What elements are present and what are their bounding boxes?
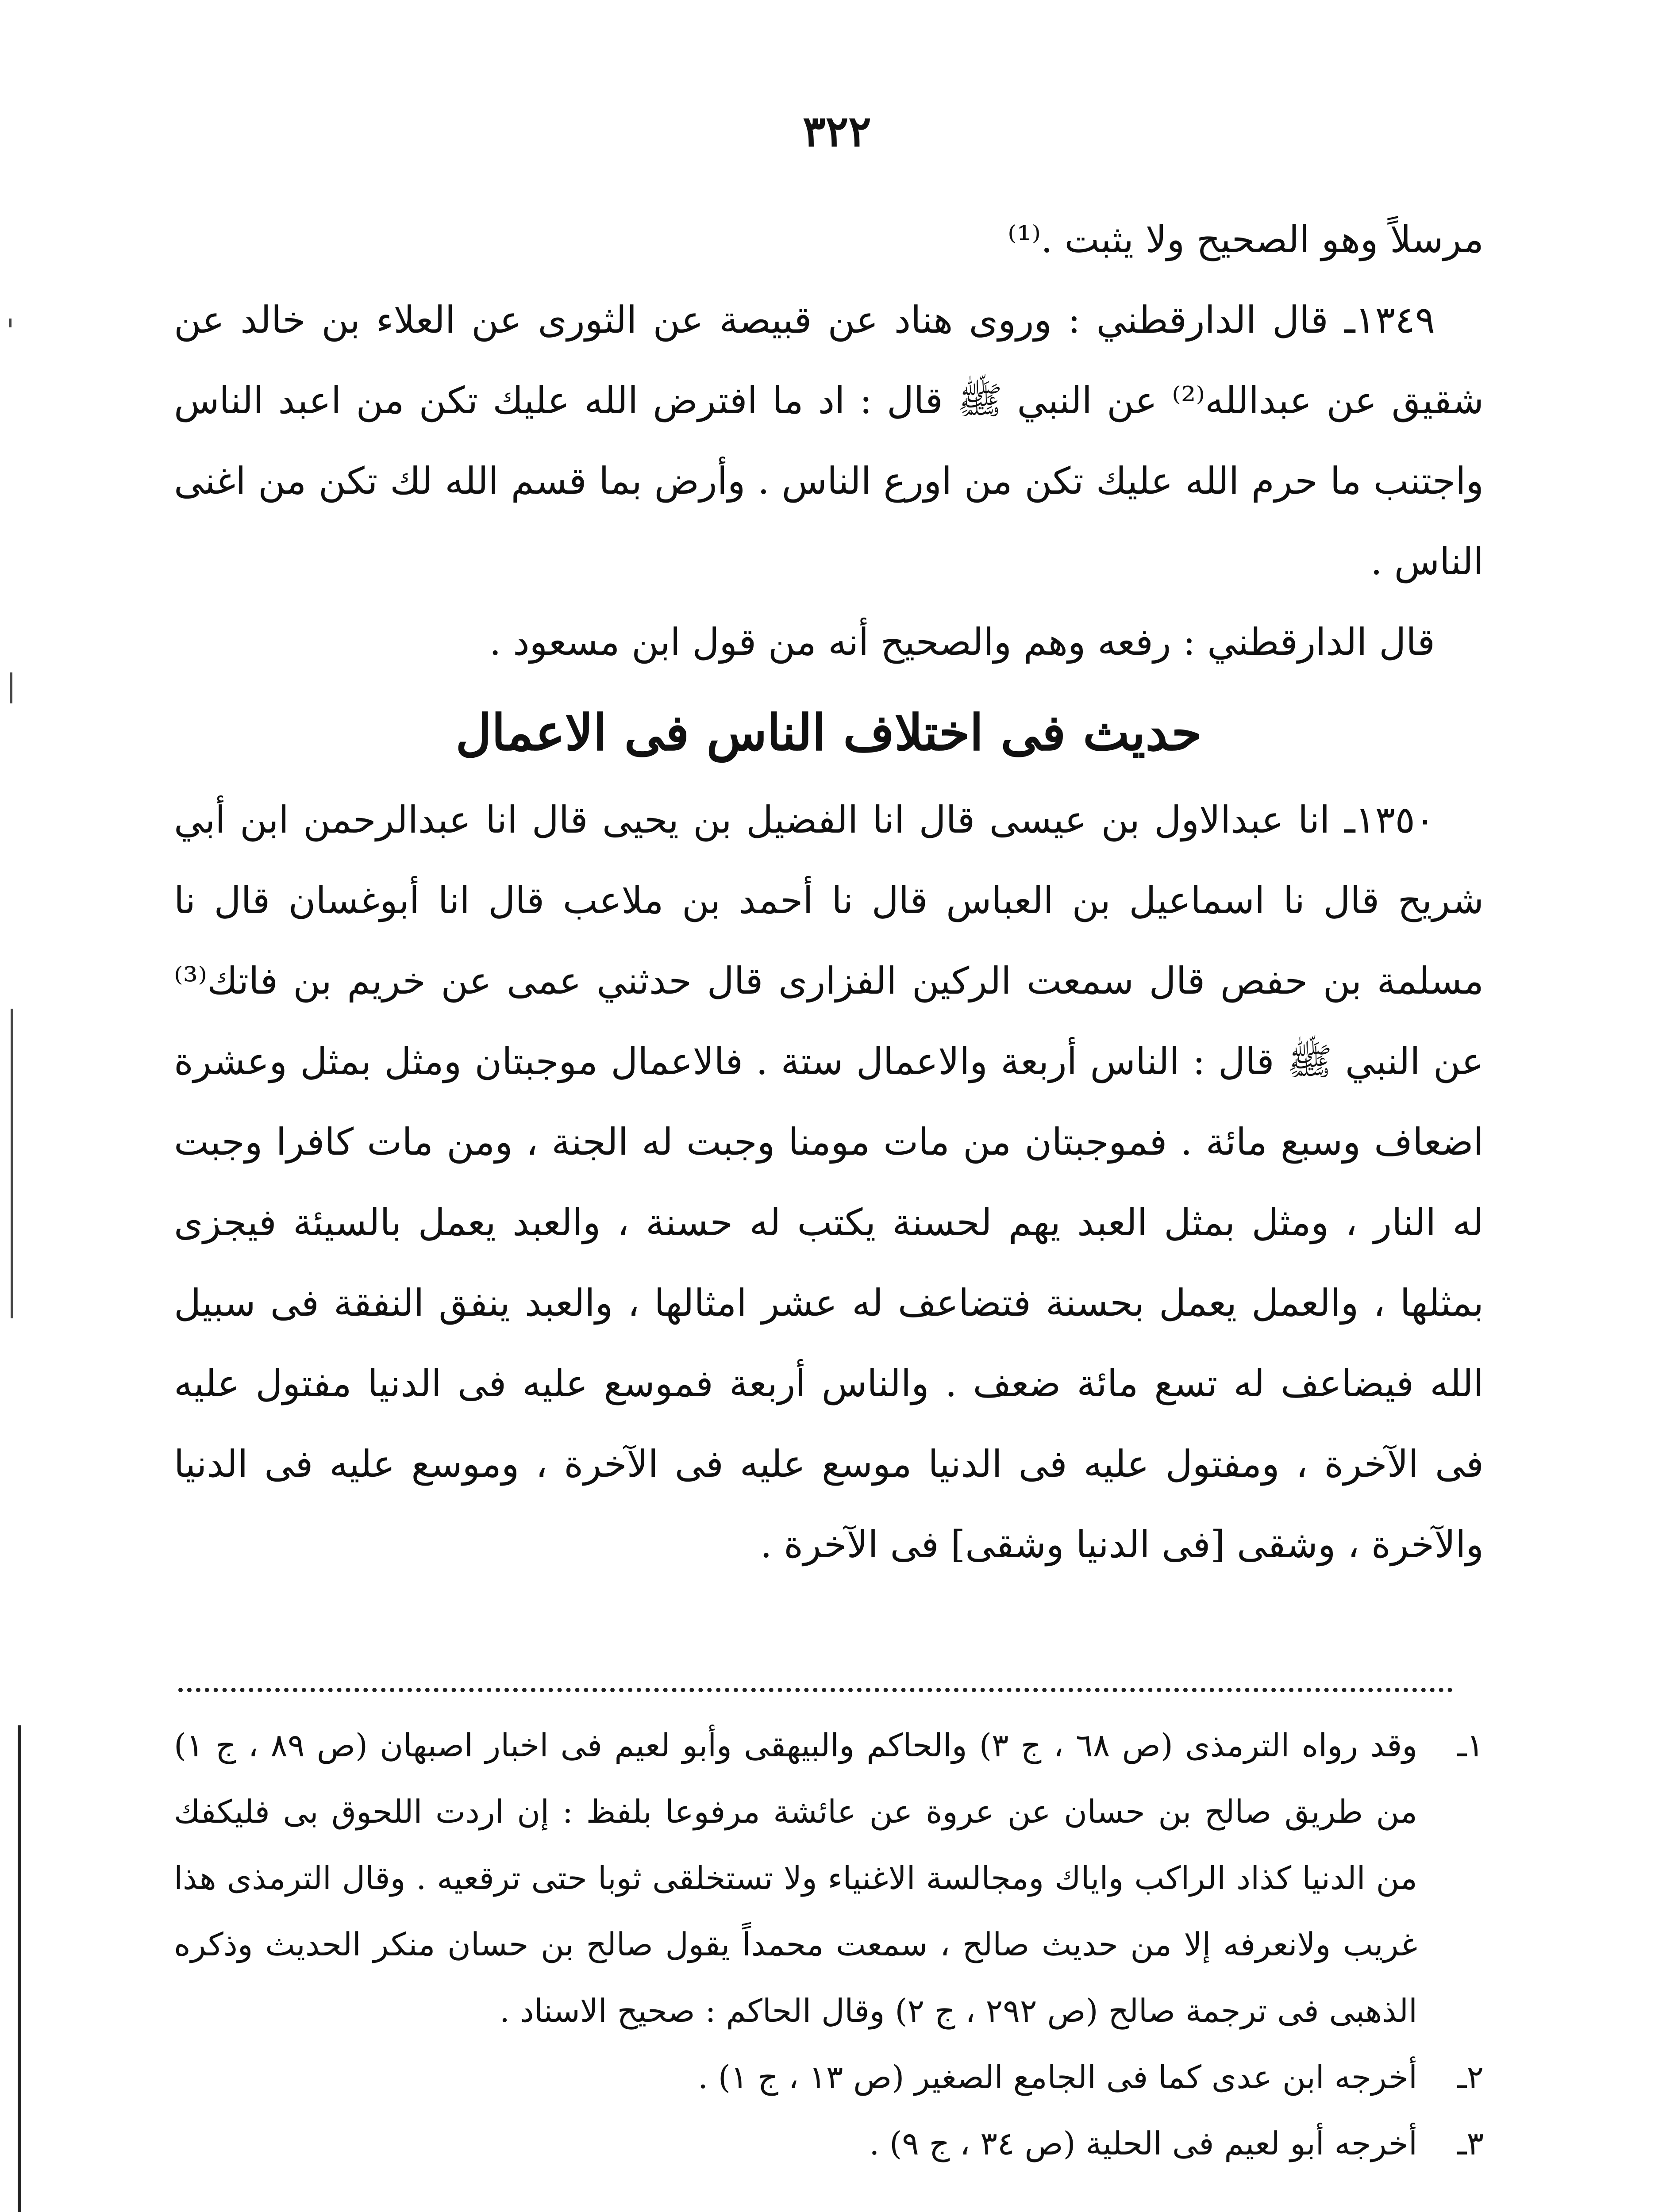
footnote-2 — [174, 2044, 1484, 2110]
footnote-1 — [174, 1712, 1484, 2044]
footnote-number: ٣ـ — [1457, 2125, 1484, 2162]
margin-mark — [9, 319, 12, 327]
footnote-3 — [174, 2110, 1484, 2177]
section-heading: حديث فى اختلاف الناس فى الاعمال — [455, 704, 1202, 762]
margin-mark — [11, 1009, 13, 1318]
footnote-text: وقد رواه الترمذى (ص ٦٨ ، ج ٣) والحاكم والبيهقى وأبو لعيم فى اخبار اصبهان (ص ٨٩ ، ج ١) من طريق صالح بن حسان عن عروة عن عائشة مرفوعا بلفظ : إن اردت اللحوق بى فليكفك من الدنيا كذاد الراكب واياك ومجالسة الاغنياء ولا تستخلقى ثوبا حتى ترقعيه . وقال الترمذى هذا غريب ولانعرفه إلا من حديث صالح ، سمعت محمداً يقول صالح بن حسان منكر الحديث وذكره الذهبى فى ترجمة صالح (ص ٢٩٢ ، ج ٢) وقال الحاكم : صحيح الاسناد . — [174, 1727, 1418, 2029]
hadith-1350: ١٣٥٠ـ انا عبدالاول بن عيسى قال انا الفضيل بن يحيى قال انا عبدالرحمن ابن أبي شريح قال نا اسماعيل بن العباس قال نا أحمد بن ملاعب قال انا أبوغسان قال نا مسلمة بن حفص قال سمعت الركين الفزارى قال حدثني عمى عن خريم بن فاتك⁽³⁾ عن النبي ﷺ قال : الناس أربعة والاعمال ستة . فالاعمال موجبتان ومثل بمثل وعشرة اضعاف وسبع مائة . فموجبتان من مات مومنا وجبت له الجنة ، ومن مات كافرا وجبت له النار ، ومثل بمثل العبد يهم لحسنة يكتب له حسنة ، والعبد يعمل بالسيئة فيجزى بمثلها ، والعمل يعمل بحسنة فتضاعف له عشر امثالها ، والعبد ينفق النفقة فى سبيل الله فيضاعف له تسع مائة ضعف . والناس أربعة فموسع عليه فى الدنيا مفتول عليه فى الآخرة ، ومفتول عليه فى الدنيا موسع عليه فى الآخرة ، وموسع عليه فى الدنيا والآخرة ، وشقى [فى الدنيا وشقى] فى الآخرة . — [174, 798, 1484, 1566]
footnote-text: أخرجه ابن عدى كما فى الجامع الصغير (ص ١٣ ، ج ١) . — [698, 2058, 1417, 2096]
margin-mark — [10, 672, 12, 703]
page-number: ٣٢٢ — [803, 106, 871, 156]
footnote-separator — [178, 1688, 1453, 1692]
binding-edge — [18, 1725, 21, 2212]
footnotes — [174, 1712, 1484, 2177]
main-text — [174, 199, 1484, 1585]
daraqutni-comment: قال الدارقطني : رفعه وهم والصحيح أنه من قول ابن مسعود . — [489, 620, 1435, 664]
footnote-number: ١ـ — [1457, 1727, 1484, 1764]
footnote-text: أخرجه أبو لعيم فى الحلية (ص ٣٤ ، ج ٩) . — [869, 2125, 1417, 2162]
paragraph-continuation: مرسلاً وهو الصحيح ولا يثبت .⁽¹⁾ — [1008, 218, 1484, 261]
hadith-1349: ١٣٤٩ـ قال الدارقطني : وروى هناد عن قبيصة عن الثورى عن العلاء بن خالد عن شقيق عن عبدالله⁽²⁾ عن النبي ﷺ قال : اد ما افترض الله عليك تكن من اعبد الناس واجتنب ما حرم الله عليك تكن من اورع الناس . وأرض بما قسم الله لك تكن من اغنى الناس . — [174, 298, 1484, 583]
footnote-number: ٢ـ — [1457, 2058, 1484, 2096]
